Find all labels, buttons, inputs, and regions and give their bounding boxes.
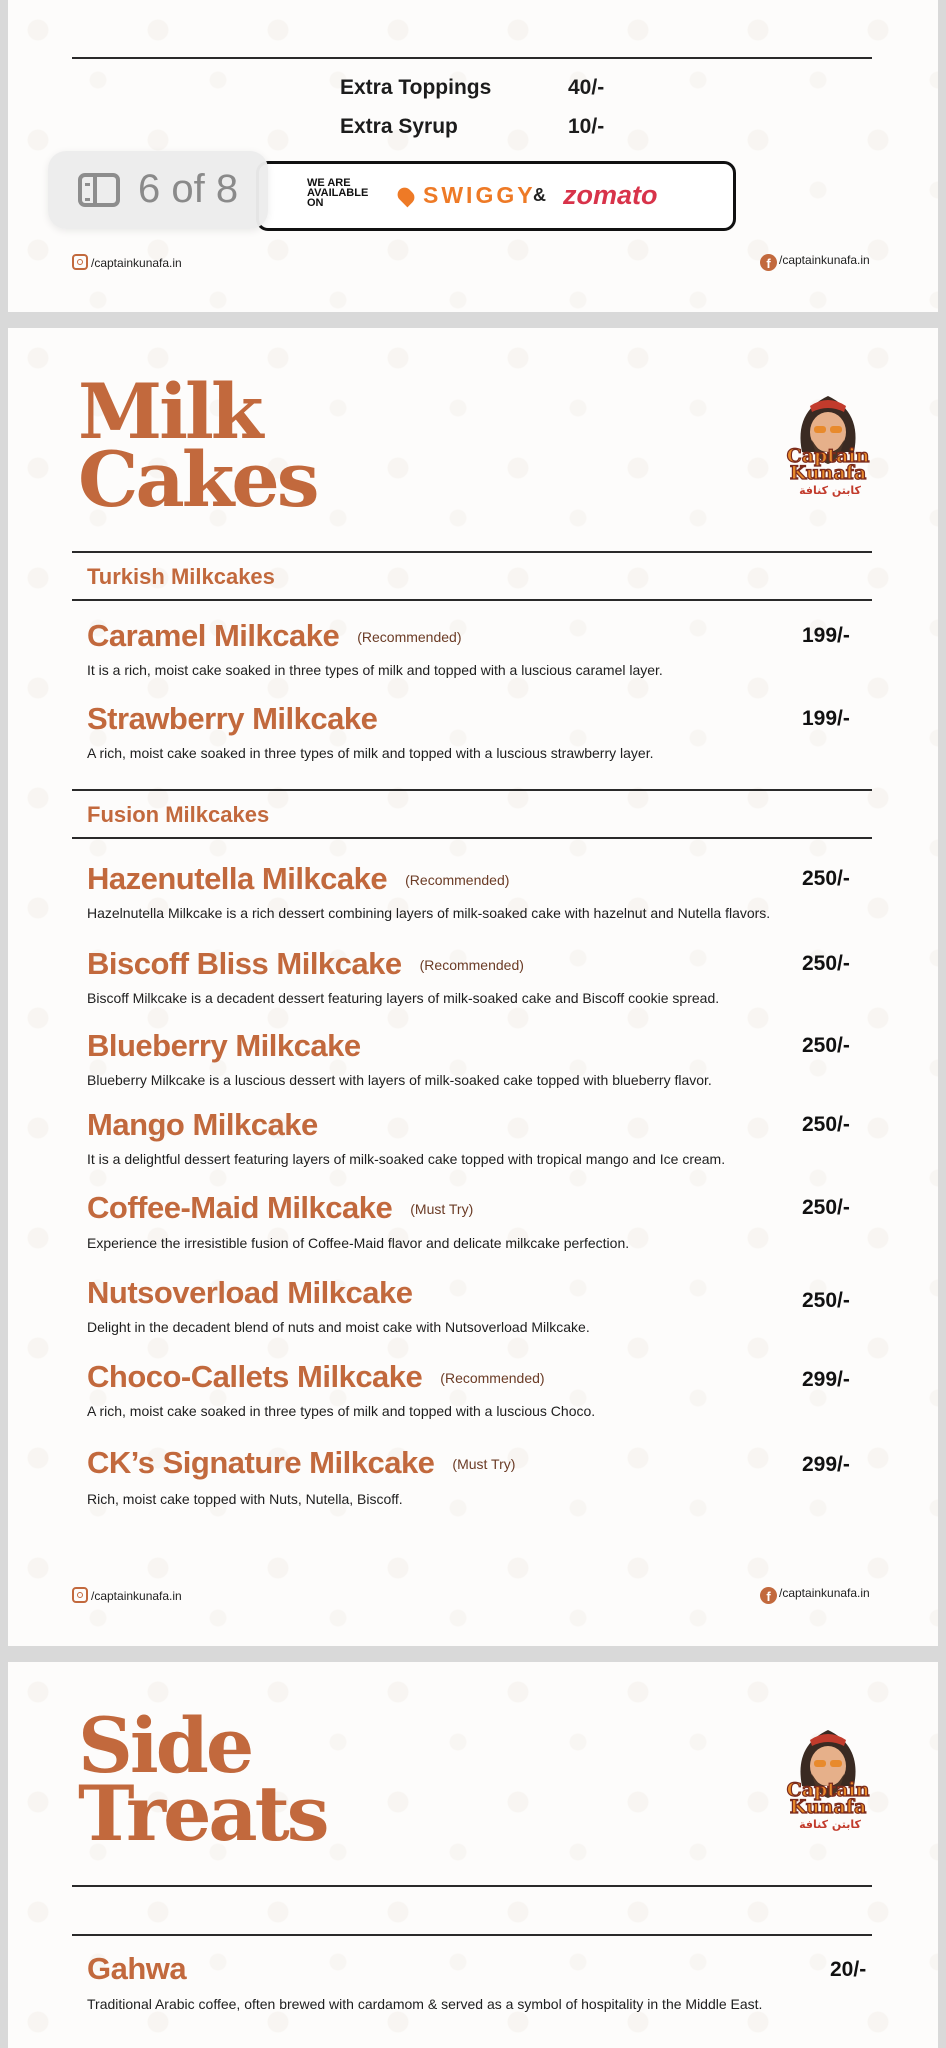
availability-label-line: AVAILABLE (307, 187, 369, 199)
menu-item-price: 250/- (802, 952, 850, 975)
menu-item-price: 250/- (802, 1113, 850, 1136)
menu-item-description: A rich, moist cake soaked in three types of milk and topped with a luscious strawberry layer. (87, 745, 654, 761)
facebook-handle (760, 253, 870, 271)
menu-item-price: 250/- (802, 867, 850, 890)
item-tag: (Must Try) (452, 1456, 516, 1472)
menu-item-price: 250/- (802, 1289, 850, 1312)
menu-page-milk-cakes (8, 328, 938, 1646)
menu-item-description: Blueberry Milkcake is a luscious dessert with layers of milk-soaked cake topped with blueberry flavor. (87, 1072, 712, 1088)
menu-item-name (87, 701, 395, 737)
menu-item-description: Hazelnutella Milkcake is a rich dessert combining layers of milk-soaked cake with hazelnut and Nutella flavors. (87, 905, 771, 921)
item-tag: (Recommended) (419, 957, 524, 973)
menu-item-description: Traditional Arabic coffee, often brewed with cardamom & served as a symbol of hospitality in the Middle East. (87, 1996, 763, 2012)
extra-name: Extra Toppings (340, 76, 492, 99)
logo-text: Captain (786, 445, 870, 467)
swiggy-logo (399, 182, 536, 209)
availability-label-line: ON (307, 197, 324, 209)
instagram-text: /captainkunafa.in (91, 256, 182, 270)
menu-item-name (87, 1028, 379, 1064)
menu-item-description: Rich, moist cake topped with Nuts, Nutella, Biscoff. (87, 1491, 403, 1507)
divider (72, 57, 872, 59)
logo-arabic-text: كابتن كنافة (799, 1818, 861, 1831)
menu-item-description: It is a rich, moist cake soaked in three types of milk and topped with a luscious caramel layer. (87, 662, 663, 678)
instagram-text: /captainkunafa.in (91, 1589, 182, 1603)
extra-price: 10/- (568, 115, 605, 138)
menu-item-name (87, 861, 509, 897)
swiggy-wordmark: SWIGGY (423, 182, 536, 208)
logo-text: Kunafa (789, 1796, 867, 1818)
logo-text: Kunafa (789, 462, 867, 484)
item-name-text: Coffee-Maid Milkcake (87, 1190, 393, 1225)
menu-item-name (87, 1445, 515, 1481)
facebook-icon: f (760, 1587, 777, 1604)
title-line: Side (78, 1701, 252, 1790)
menu-item-description: Delight in the decadent blend of nuts and moist cake with Nutsoverload Milkcake. (87, 1319, 590, 1335)
extra-name: Extra Syrup (340, 115, 458, 138)
item-tag: (Recommended) (405, 872, 510, 888)
menu-item-description: It is a delightful dessert featuring layers of milk-soaked cake topped with tropical mango and Ice cream. (87, 1151, 726, 1167)
instagram-handle (72, 1587, 182, 1603)
zomato-logo: zomato (563, 180, 658, 210)
facebook-text: /captainkunafa.in (779, 1586, 870, 1600)
menu-item-price: 250/- (802, 1034, 850, 1057)
page-indicator[interactable] (48, 151, 268, 229)
instagram-icon (72, 1587, 88, 1603)
item-name-text: Blueberry Milkcake (87, 1028, 361, 1063)
menu-item-price: 299/- (802, 1453, 850, 1476)
item-name-text: Gahwa (87, 1951, 187, 1986)
divider (72, 599, 872, 601)
sidebar-toggle-icon[interactable] (78, 173, 120, 207)
menu-item-name (87, 1951, 186, 1987)
title-line: Cakes (78, 435, 317, 524)
title-line: Milk (78, 367, 261, 456)
divider (72, 1934, 872, 1936)
menu-item-name (87, 1107, 336, 1143)
menu-item-price: 250/- (802, 1196, 850, 1219)
instagram-handle (72, 254, 182, 270)
logo-arabic-text: كابتن كنافة (799, 484, 861, 497)
item-name-text: Hazenutella Milkcake (87, 861, 388, 896)
menu-item-description: A rich, moist cake soaked in three types of milk and topped with a luscious Choco. (87, 1403, 596, 1419)
menu-item-price: 199/- (802, 624, 850, 647)
ampersand: & (533, 185, 546, 205)
menu-item-name (87, 618, 461, 654)
facebook-handle (760, 1586, 870, 1604)
item-tag: (Recommended) (440, 1370, 545, 1386)
menu-item-name (87, 946, 524, 982)
item-name-text: Biscoff Bliss Milkcake (87, 946, 402, 981)
logo-text: Captain (786, 1779, 870, 1801)
menu-page-side-treats (8, 1662, 938, 2048)
availability-label-line: WE ARE (307, 177, 351, 189)
menu-item-price: 20/- (830, 1958, 867, 1981)
swiggy-pin-icon (395, 185, 418, 208)
item-name-text: CK’s Signature Milkcake (87, 1445, 435, 1480)
title-line: Treats (78, 1769, 327, 1858)
divider (72, 551, 872, 553)
divider (72, 837, 872, 839)
menu-item-name (87, 1359, 545, 1395)
page-title (78, 1701, 327, 1858)
page-count: 6 of 8 (138, 167, 239, 211)
menu-item-price: 299/- (802, 1368, 850, 1391)
instagram-icon (72, 254, 88, 270)
facebook-text: /captainkunafa.in (779, 253, 870, 267)
item-name-text: Choco-Callets Milkcake (87, 1359, 423, 1394)
menu-item-description: Experience the irresistible fusion of Coffee-Maid flavor and delicate milkcake perfection. (87, 1235, 630, 1251)
captain-kunafa-logo (780, 1716, 876, 1836)
availability-label (307, 178, 368, 208)
item-name-text: Nutsoverload Milkcake (87, 1275, 413, 1310)
captain-kunafa-logo (780, 382, 876, 502)
item-name-text: Caramel Milkcake (87, 618, 340, 653)
item-name-text: Mango Milkcake (87, 1107, 318, 1142)
menu-item-price: 199/- (802, 707, 850, 730)
section-heading: Fusion Milkcakes (87, 802, 270, 827)
delivery-availability-banner (256, 161, 736, 231)
menu-item-description: Biscoff Milkcake is a decadent dessert featuring layers of milk-soaked cake and Biscoff cookie spread. (87, 990, 720, 1006)
item-tag: (Must Try) (410, 1201, 474, 1217)
item-name-text: Strawberry Milkcake (87, 701, 378, 736)
divider (72, 1885, 872, 1887)
menu-item-name (87, 1275, 430, 1311)
section-heading: Turkish Milkcakes (87, 564, 275, 589)
menu-item-name (87, 1190, 473, 1226)
extra-price: 40/- (568, 76, 605, 99)
item-tag: (Recommended) (357, 629, 462, 645)
facebook-icon: f (760, 254, 777, 271)
page-title (78, 367, 317, 524)
divider (72, 789, 872, 791)
